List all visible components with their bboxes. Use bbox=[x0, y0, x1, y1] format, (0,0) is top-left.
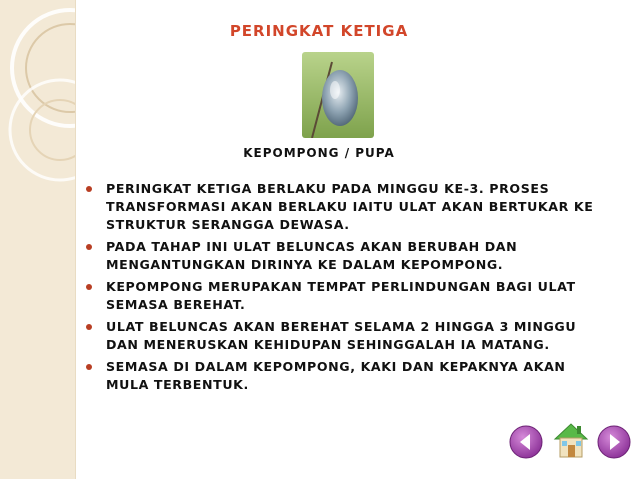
bullet-icon bbox=[86, 186, 92, 192]
decorative-side-panel bbox=[0, 0, 76, 479]
list-item-text: PERINGKAT KETIGA BERLAKU PADA MINGGU KE-3. PROSES TRANSFORMASI AKAN BERLAKU IAITU ULAT AKAN BERTUKAR KE STRUKTUR SERANGGA DEWASA. bbox=[106, 181, 594, 232]
list-item bbox=[86, 180, 606, 234]
list-item bbox=[86, 238, 606, 274]
bullet-icon bbox=[86, 244, 92, 250]
list-item-text: PADA TAHAP INI ULAT BELUNCAS AKAN BERUBAH DAN MENGANTUNGKAN DIRINYA KE DALAM KEPOMPONG. bbox=[106, 239, 518, 272]
list-item-text: ULAT BELUNCAS AKAN BEREHAT SELAMA 2 HINGGA 3 MINGGU DAN MENERUSKAN KEHIDUPAN SEHINGGALAH IA MATANG. bbox=[106, 319, 577, 352]
home-icon bbox=[552, 420, 590, 460]
next-button[interactable] bbox=[597, 425, 631, 459]
bullet-icon bbox=[86, 324, 92, 330]
list-item-text: KEPOMPONG MERUPAKAN TEMPAT PERLINDUNGAN BAGI ULAT SEMASA BEREHAT. bbox=[106, 279, 576, 312]
list-item bbox=[86, 358, 606, 394]
pupa-photo bbox=[302, 52, 374, 138]
home-button[interactable] bbox=[552, 420, 590, 460]
back-arrow-icon bbox=[509, 425, 543, 459]
decorative-rings bbox=[0, 0, 75, 479]
list-item-text: SEMASA DI DALAM KEPOMPONG, KAKI DAN KEPAKNYA AKAN MULA TERBENTUK. bbox=[106, 359, 566, 392]
slide-title: PERINGKAT KETIGA bbox=[229, 22, 409, 40]
back-button[interactable] bbox=[509, 425, 543, 459]
list-item bbox=[86, 278, 606, 314]
bullet-list bbox=[86, 180, 606, 398]
bullet-icon bbox=[86, 284, 92, 290]
forward-arrow-icon bbox=[597, 425, 631, 459]
bullet-icon bbox=[86, 364, 92, 370]
image-caption: KEPOMPONG / PUPA bbox=[243, 146, 395, 160]
list-item bbox=[86, 318, 606, 354]
